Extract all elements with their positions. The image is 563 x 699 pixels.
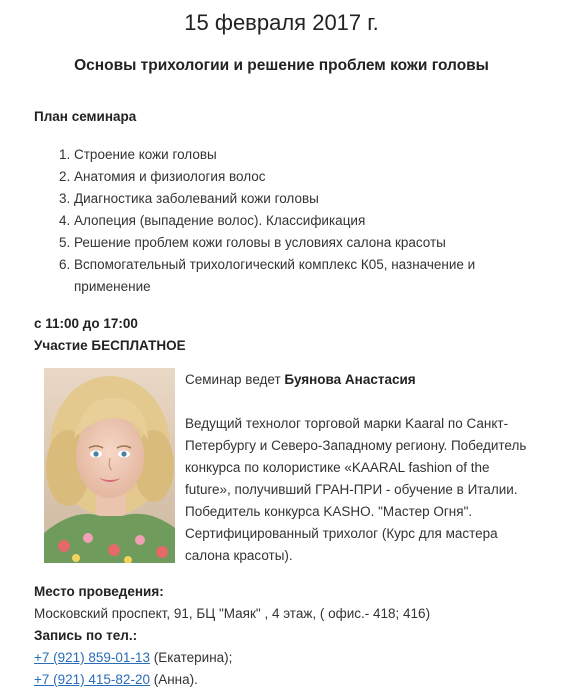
plan-item: 6. Вспомогательный трихологический комплекс К05, назначение и применение xyxy=(74,254,544,298)
phone-contact-name: (Анна). xyxy=(149,672,198,687)
plan-item: 1. Строение кожи головы xyxy=(74,144,544,166)
plan-heading: План семинара xyxy=(34,109,137,124)
phone-row xyxy=(34,647,232,669)
speaker-photo xyxy=(44,368,175,563)
phone-link[interactable]: +7 (921) 859-01-13 xyxy=(34,650,150,665)
plan-item: 2. Анатомия и физиология волос xyxy=(74,166,544,188)
phone-contact-name: (Екатерина); xyxy=(149,650,233,665)
plan-item: 4. Алопеция (выпадение волос). Классификация xyxy=(74,210,544,232)
speaker-line xyxy=(185,369,416,391)
plan-list xyxy=(45,144,544,298)
seminar-title: Основы трихологии и решение проблем кожи головы xyxy=(74,57,489,74)
phone-link[interactable]: +7 (921) 415-82-20 xyxy=(34,672,150,687)
speaker-bio: Ведущий технолог торговой марки Kaaral по Санкт-Петербургу и Северо-Западному региону. Победитель конкурса по колористике «KAARAL fashion of the future», получивший ГРАН-ПРИ - обучение в Италии. Победитель конкурса KASHO. "Мастер Огня". Сертифицированный трихолог (Курс для мастера салона красоты). xyxy=(185,416,527,563)
plan-item: 5. Решение проблем кожи головы в условиях салона красоты xyxy=(74,232,544,254)
phone-row xyxy=(34,669,198,691)
seminar-time: с 11:00 до 17:00 xyxy=(34,316,138,331)
venue-address: Московский проспект, 91, БЦ "Маяк" , 4 этаж, ( офис.- 418; 416) xyxy=(34,606,431,621)
speaker-name: Буянова Анастасия xyxy=(284,372,416,387)
plan-item: 3. Диагностика заболеваний кожи головы xyxy=(74,188,544,210)
phone-label: Запись по тел.: xyxy=(34,628,138,643)
participation-note: Участие БЕСПЛАТНОЕ xyxy=(34,338,186,353)
venue-label: Место проведения: xyxy=(34,584,164,599)
event-date: 15 февраля 2017 г. xyxy=(184,10,379,35)
speaker-intro: Семинар ведет xyxy=(185,372,281,387)
